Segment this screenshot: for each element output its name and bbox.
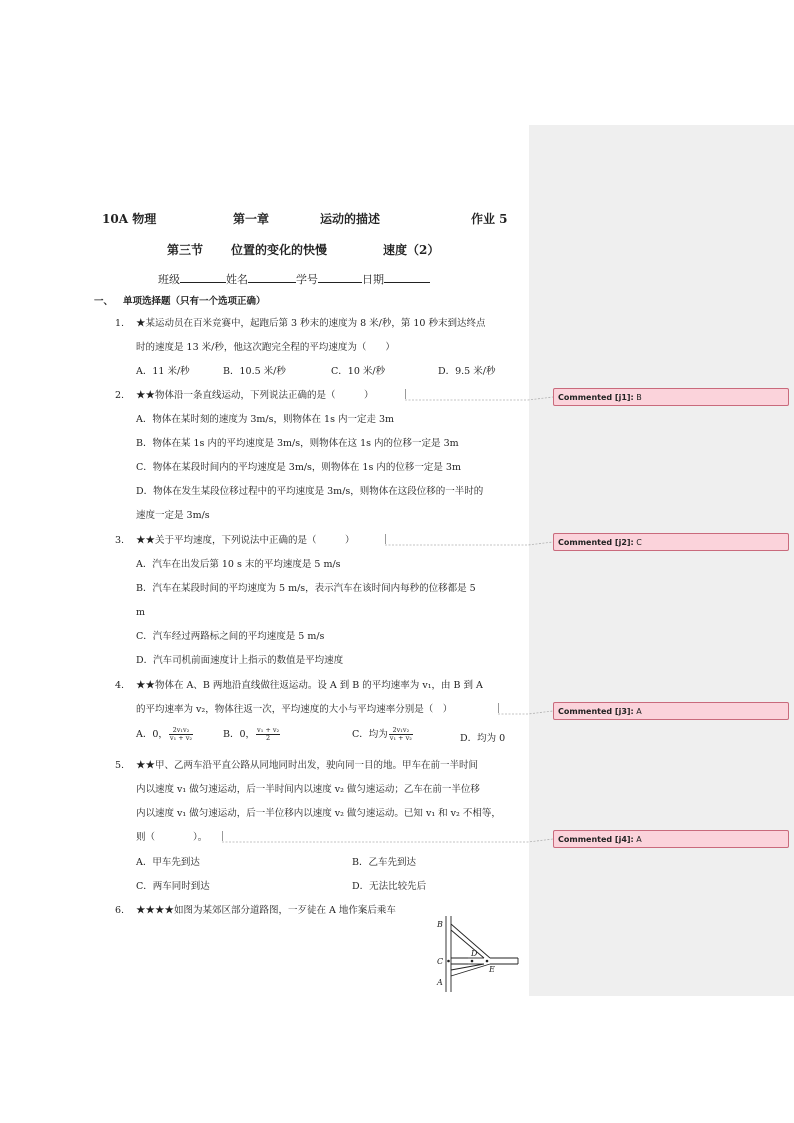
- q6-stem-line1: ★★★★如图为某郊区部分道路图，一歹徒在 A 地作案后乘车: [136, 905, 396, 916]
- q4-option-c-fraction: $\frac{\text{2v₁v₂}}{\text{v₁ + v₂}}$: [389, 726, 412, 742]
- q4-option-b-fraction: $\frac{\text{v₁ + v₂}}{2}$: [257, 726, 280, 742]
- q5-option-b[interactable]: B．乙车先到达: [352, 857, 416, 868]
- q5-stem-line1: ★★甲、乙两车沿平直公路从同地同时出发，驶向同一目的地。甲车在前一半时间: [136, 760, 479, 771]
- q4-number: 4.: [115, 680, 125, 691]
- q3-option-b-line1[interactable]: B．汽车在某段时间的平均速度为 5 m/s，表示汽车在该时间内每秒的位移都是 5: [136, 583, 476, 594]
- q1-option-a[interactable]: A．11 米/秒: [136, 366, 190, 377]
- comment-1-value: B: [636, 393, 642, 402]
- q1-option-b[interactable]: B．10.5 米/秒: [223, 366, 286, 377]
- diagram-label-e: E: [489, 965, 495, 974]
- q3-stem: ★★关于平均速度，下列说法中正确的是（ ）: [136, 535, 355, 546]
- q3-option-d[interactable]: D．汽车司机前面速度计上指示的数值是平均速度: [136, 655, 344, 666]
- section-title: 位置的变化的快慢: [231, 243, 328, 257]
- comment-1-label: Commented [j1]:: [558, 393, 634, 402]
- comment-3-value: A: [636, 707, 642, 716]
- name-label: 姓名: [226, 273, 248, 286]
- q2-option-a[interactable]: A．物体在某时刻的速度为 3m/s，则物体在 1s 内一定走 3m: [136, 414, 395, 425]
- comment-3[interactable]: [553, 702, 789, 720]
- q3-option-a[interactable]: A．汽车在出发后第 10 s 末的平均速度是 5 m/s: [136, 559, 341, 570]
- section-subtitle: 速度（2）: [383, 243, 440, 257]
- q4-option-d[interactable]: D．均为 0: [460, 733, 506, 744]
- q3-number: 3.: [115, 535, 125, 546]
- section-number: 第三节: [167, 243, 204, 257]
- q3-option-c[interactable]: C．汽车经过两路标之间的平均速度是 5 m/s: [136, 631, 325, 642]
- student-id-label: 学号: [296, 273, 318, 286]
- q4-option-c-label: C．均为: [352, 729, 388, 740]
- q4-stem-line2: 的平均速率为 v₂，物体往返一次，平均速度的大小与平均速率分别是（ ）: [136, 704, 453, 715]
- q2-option-d-line2: 速度一定是 3m/s: [136, 510, 210, 521]
- q2-option-d-line1[interactable]: D．物体在发生某段位移过程中的平均速度是 3m/s，则物体在这段位移的一半时的: [136, 486, 484, 497]
- comment-4-value: A: [636, 835, 642, 844]
- comment-4-label: Commented [j4]:: [558, 835, 634, 844]
- part-number: 一、: [94, 296, 114, 307]
- q3-option-b-line2: m: [136, 607, 146, 618]
- q2-stem: ★★物体沿一条直线运动，下列说法正确的是（ ）: [136, 390, 374, 401]
- course-title: 10A 物理: [102, 212, 157, 226]
- chapter-title: 运动的描述: [320, 212, 381, 226]
- q2-option-c[interactable]: C．物体在某段时间内的平均速度是 3m/s，则物体在 1s 内的位移一定是 3m: [136, 462, 461, 473]
- chapter-number: 第一章: [233, 212, 270, 226]
- q1-stem-line2: 时的速度是 13 米/秒，他这次跑完全程的平均速度为（ ）: [136, 342, 395, 353]
- q6-number: 6.: [115, 905, 125, 916]
- q4-option-a-fraction: $\frac{\text{2v₁v₂}}{\text{v₁ + v₂}}$: [169, 726, 193, 742]
- comment-4[interactable]: [553, 830, 789, 848]
- homework-number: 作业 5: [471, 212, 508, 226]
- q5-stem-line4: 则（ ）。: [136, 832, 208, 843]
- q4-stem-line1: ★★物体在 A、B 两地沿直线做往返运动。设 A 到 B 的平均速率为 v₁，由 B 到 A: [136, 680, 483, 691]
- q5-option-a[interactable]: A．甲车先到达: [136, 857, 200, 868]
- date-label: 日期: [362, 273, 384, 286]
- q5-option-d[interactable]: D．无法比较先后: [352, 881, 427, 892]
- q4-option-b-label: B．0，: [223, 729, 256, 740]
- q1-option-c[interactable]: C．10 米/秒: [331, 366, 386, 377]
- q2-option-b[interactable]: B．物体在某 1s 内的平均速度是 3m/s，则物体在这 1s 内的位移一定是 3m: [136, 438, 459, 449]
- q1-number: 1.: [115, 318, 125, 329]
- diagram-label-c: C: [437, 957, 444, 966]
- comment-2-label: Commented [j2]:: [558, 538, 634, 547]
- q5-stem-line2: 内以速度 v₁ 做匀速运动，后一半时间内以速度 v₂ 做匀速运动；乙车在前一半位移: [136, 784, 480, 795]
- class-label: 班级: [158, 273, 180, 286]
- diagram-label-b: B: [437, 920, 443, 929]
- comment-2[interactable]: [553, 533, 789, 551]
- q2-number: 2.: [115, 390, 125, 401]
- q5-option-c[interactable]: C．两车同时到达: [136, 881, 210, 892]
- q1-option-d[interactable]: D．9.5 米/秒: [438, 366, 496, 377]
- comment-3-label: Commented [j3]:: [558, 707, 634, 716]
- q5-number: 5.: [115, 760, 125, 771]
- part-title: 单项选择题（只有一个选项正确）: [123, 296, 266, 307]
- q4-option-a-label: A．0，: [136, 729, 168, 740]
- q1-stem-line1: ★某运动员在百米竞赛中，起跑后第 3 秒末的速度为 8 米/秒，第 10 秒末到达终点: [136, 318, 486, 329]
- comment-2-value: C: [636, 538, 642, 547]
- comment-1[interactable]: [553, 388, 789, 406]
- q5-stem-line3: 内以速度 v₁ 做匀速运动，后一半位移内以速度 v₂ 做匀速运动。已知 v₁ 和 v₂ 不相等，: [136, 808, 501, 819]
- diagram-label-a: A: [437, 978, 443, 987]
- diagram-label-d: D: [471, 949, 478, 958]
